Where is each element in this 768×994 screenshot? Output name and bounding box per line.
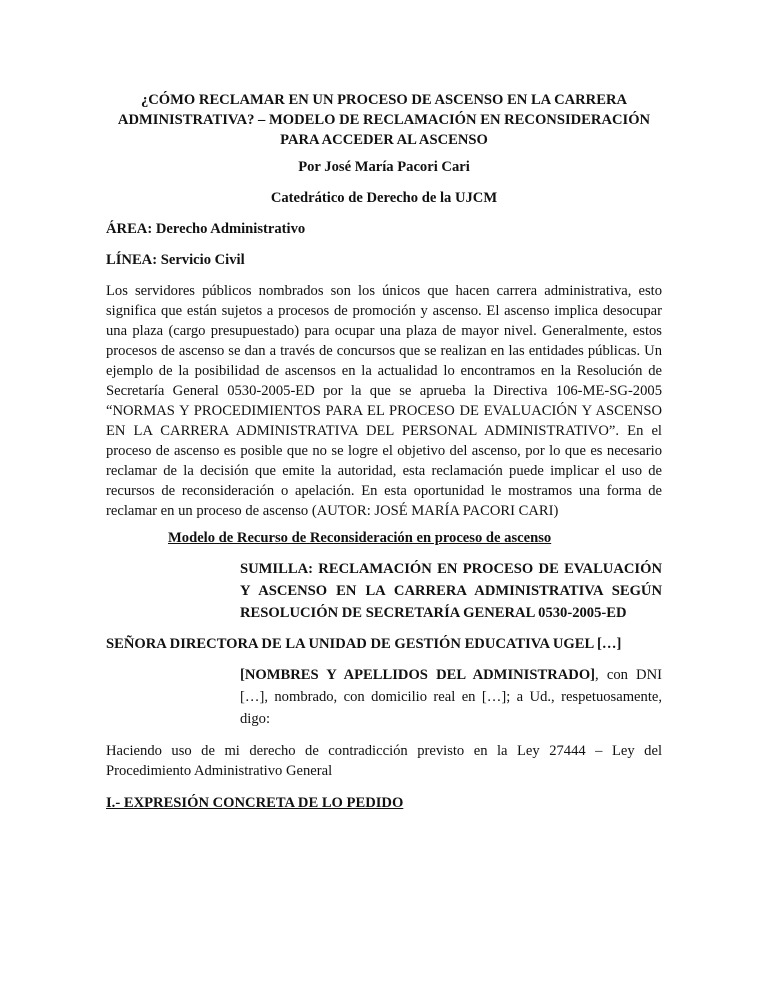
- addressee-line: SEÑORA DIRECTORA DE LA UNIDAD DE GESTIÓN EDUCATIVA UGEL […]: [106, 636, 622, 652]
- petitioner-name: [NOMBRES Y APELLIDOS DEL ADMINISTRADO]: [240, 667, 596, 683]
- legal-basis-paragraph: Haciendo uso de mi derecho de contradicción previsto en la Ley 27444 – Ley del Procedimiento Administrativo General: [106, 743, 662, 779]
- author-line: Por José María Pacori Cari: [298, 159, 470, 175]
- intro-paragraph: Los servidores públicos nombrados son los únicos que hacen carrera administrativa, esto significa que están sujetos a procesos de promoción y ascenso. El ascenso implica desocupar una plaza (cargo presupuestado) para ocupar una plaza de mayor nivel. Generalmente, estos procesos de ascenso se dan a través de concursos que se realizan en las entidades públicas. Un ejemplo de la posibilidad de ascensos en la actualidad lo encontramos en la Resolución de Secretaría General 0530-2005-ED por la que se aprueba la Directiva 106-ME-SG-2005 “NORMAS Y PROCEDIMIENTOS PARA EL PROCESO DE EVALUACIÓN Y ASCENSO EN LA CARRERA ADMINISTRATIVA DEL PERSONAL ADMINISTRATIVO”. En el proceso de ascenso es posible que no se logre el objetivo del ascenso, por lo que es necesario reclamar de la decisión que emite la autoridad, esta reclamación puede implicar el uso de recursos de reconsideración o apelación. En esta oportunidad le mostramos una forma de reclamar en un proceso de ascenso (AUTOR: JOSÉ MARÍA PACORI CARI): [106, 283, 662, 519]
- area-label: ÁREA: Derecho Administrativo: [106, 221, 306, 237]
- line-label: LÍNEA: Servicio Civil: [106, 252, 245, 268]
- document-page: [106, 90, 662, 813]
- document-title: ¿CÓMO RECLAMAR EN UN PROCESO DE ASCENSO EN LA CARRERA ADMINISTRATIVA? – MODELO DE RECLAMACIÓN EN RECONSIDERACIÓN PARA ACCEDER AL ASCENSO: [117, 92, 651, 148]
- author-position: Catedrático de Derecho de la UJCM: [270, 190, 498, 206]
- sumilla-block: SUMILLA: RECLAMACIÓN EN PROCESO DE EVALUACIÓN Y ASCENSO EN LA CARRERA ADMINISTRATIVA SEGÚN RESOLUCIÓN DE SECRETARÍA GENERAL 0530-2005-ED: [240, 561, 662, 621]
- model-title: Modelo de Recurso de Reconsideración en proceso de ascenso: [168, 530, 552, 546]
- petitioner-details: , con DNI […], nombrado, con domicilio real en […]; a Ud., respetuosamente, digo:: [240, 667, 662, 727]
- section-heading-1: I.- EXPRESIÓN CONCRETA DE LO PEDIDO: [106, 795, 404, 811]
- petitioner-block: [240, 664, 662, 730]
